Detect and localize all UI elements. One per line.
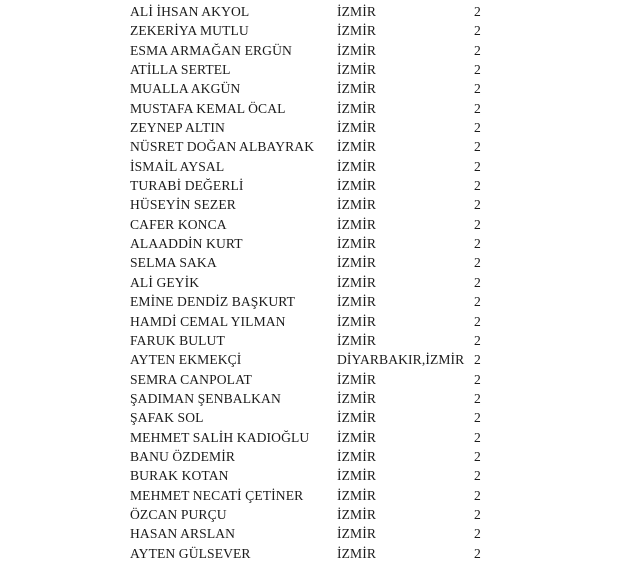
person-name: EMİNE DENDİZ BAŞKURT — [130, 294, 296, 310]
count-value: 2 — [474, 468, 481, 484]
city-name: İZMİR — [337, 23, 377, 39]
count-value: 2 — [474, 158, 481, 174]
count-value: 2 — [474, 81, 481, 97]
count-value: 2 — [474, 545, 481, 561]
city-name: İZMİR — [337, 468, 377, 484]
person-name: ŞADIMAN ŞENBALKAN — [130, 390, 281, 406]
person-name: ZEYNEP ALTIN — [130, 120, 225, 136]
list-row — [0, 486, 643, 505]
list-row — [0, 505, 643, 524]
list-row — [0, 118, 643, 137]
count-value: 2 — [474, 487, 481, 503]
city-name: İZMİR — [337, 236, 377, 252]
city-name: İZMİR — [337, 545, 377, 561]
person-name: ZEKERİYA MUTLU — [130, 23, 249, 39]
person-name: İSMAİL AYSAL — [130, 158, 225, 174]
city-name: İZMİR — [337, 429, 377, 445]
person-name: ALİ GEYİK — [130, 274, 200, 290]
person-name: AYTEN GÜLSEVER — [130, 545, 251, 561]
person-name: HASAN ARSLAN — [130, 526, 236, 542]
city-name: İZMİR — [337, 197, 377, 213]
count-value: 2 — [474, 294, 481, 310]
list-row — [0, 544, 643, 563]
city-name: İZMİR — [337, 487, 377, 503]
person-name: ATİLLA SERTEL — [130, 62, 231, 78]
count-value: 2 — [474, 236, 481, 252]
list-row — [0, 253, 643, 272]
list-row — [0, 370, 643, 389]
person-name: ALİ İHSAN AKYOL — [130, 4, 250, 19]
count-value: 2 — [474, 313, 481, 329]
person-name: ESMA ARMAĞAN ERGÜN — [130, 42, 292, 58]
count-value: 2 — [474, 390, 481, 406]
person-name: TURABİ DEĞERLİ — [130, 178, 244, 194]
person-name: MUSTAFA KEMAL ÖCAL — [130, 100, 286, 116]
list-row — [0, 137, 643, 156]
count-value: 2 — [474, 23, 481, 39]
list-row — [0, 447, 643, 466]
city-name: İZMİR — [337, 410, 377, 426]
city-name: İZMİR — [337, 4, 377, 19]
person-name: ALAADDİN KURT — [130, 236, 243, 252]
count-value: 2 — [474, 139, 481, 155]
city-name: İZMİR — [337, 120, 377, 136]
count-value: 2 — [474, 352, 481, 368]
name-list — [0, 2, 643, 563]
list-row — [0, 2, 643, 21]
city-name: DİYARBAKIR,İZMİR — [337, 352, 465, 368]
list-row — [0, 41, 643, 60]
city-name: İZMİR — [337, 390, 377, 406]
list-row — [0, 389, 643, 408]
city-name: İZMİR — [337, 216, 377, 232]
list-row — [0, 21, 643, 40]
person-name: MEHMET NECATİ ÇETİNER — [130, 487, 304, 503]
list-row — [0, 350, 643, 369]
person-name: HAMDİ CEMAL YILMAN — [130, 313, 286, 329]
city-name: İZMİR — [337, 506, 377, 522]
count-value: 2 — [474, 526, 481, 542]
count-value: 2 — [474, 197, 481, 213]
count-value: 2 — [474, 120, 481, 136]
person-name: AYTEN EKMEKÇİ — [130, 352, 242, 368]
city-name: İZMİR — [337, 332, 377, 348]
list-row — [0, 428, 643, 447]
count-value: 2 — [474, 62, 481, 78]
person-name: BANU ÖZDEMİR — [130, 448, 236, 464]
city-name: İZMİR — [337, 62, 377, 78]
person-name: BURAK KOTAN — [130, 468, 229, 484]
count-value: 2 — [474, 448, 481, 464]
city-name: İZMİR — [337, 294, 377, 310]
person-name: ÖZCAN PURÇU — [130, 506, 227, 522]
count-value: 2 — [474, 100, 481, 116]
person-name: MEHMET SALİH KADIOĞLU — [130, 429, 310, 445]
list-row — [0, 195, 643, 214]
person-name: NÜSRET DOĞAN ALBAYRAK — [130, 139, 315, 155]
city-name: İZMİR — [337, 158, 377, 174]
list-row — [0, 176, 643, 195]
city-name: İZMİR — [337, 42, 377, 58]
count-value: 2 — [474, 371, 481, 387]
list-row — [0, 466, 643, 485]
list-row — [0, 215, 643, 234]
city-name: İZMİR — [337, 371, 377, 387]
count-value: 2 — [474, 178, 481, 194]
person-name: FARUK BULUT — [130, 332, 225, 348]
list-row — [0, 157, 643, 176]
count-value: 2 — [474, 410, 481, 426]
list-row — [0, 60, 643, 79]
person-name: ŞAFAK SOL — [130, 410, 204, 426]
count-value: 2 — [474, 42, 481, 58]
city-name: İZMİR — [337, 81, 377, 97]
list-row — [0, 99, 643, 118]
city-name: İZMİR — [337, 274, 377, 290]
person-name: HÜSEYİN SEZER — [130, 197, 236, 213]
city-name: İZMİR — [337, 100, 377, 116]
count-value: 2 — [474, 255, 481, 271]
count-value: 2 — [474, 429, 481, 445]
list-row — [0, 524, 643, 543]
list-row — [0, 312, 643, 331]
list-row — [0, 79, 643, 98]
list-row — [0, 331, 643, 350]
count-value: 2 — [474, 216, 481, 232]
count-value: 2 — [474, 274, 481, 290]
city-name: İZMİR — [337, 178, 377, 194]
list-row — [0, 292, 643, 311]
list-row — [0, 408, 643, 427]
count-value: 2 — [474, 506, 481, 522]
city-name: İZMİR — [337, 448, 377, 464]
list-row — [0, 234, 643, 253]
city-name: İZMİR — [337, 526, 377, 542]
person-name: CAFER KONCA — [130, 216, 227, 232]
person-name: MUALLA AKGÜN — [130, 81, 241, 97]
city-name: İZMİR — [337, 313, 377, 329]
city-name: İZMİR — [337, 139, 377, 155]
city-name: İZMİR — [337, 255, 377, 271]
list-row — [0, 273, 643, 292]
person-name: SEMRA CANPOLAT — [130, 371, 252, 387]
count-value: 2 — [474, 4, 481, 19]
person-name: SELMA SAKA — [130, 255, 217, 271]
count-value: 2 — [474, 332, 481, 348]
